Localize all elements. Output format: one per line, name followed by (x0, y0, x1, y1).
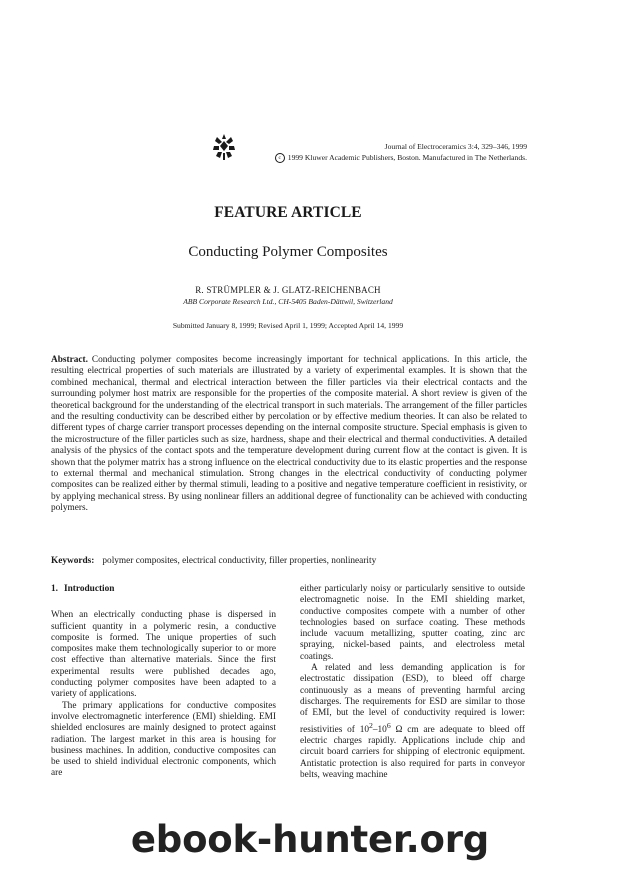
affiliation: ABB Corporate Research Ltd., CH-5405 Baden-Dättwil, Switzerland (183, 297, 393, 306)
keywords (51, 556, 527, 567)
paragraph (300, 663, 525, 781)
submission-history: Submitted January 8, 1999; Revised April 1, 1999; Accepted April 14, 1999 (172, 321, 404, 330)
watermark: ebook-hunter.org (130, 818, 490, 861)
keywords-text: polymer composites, electrical conductivity, filler properties, nonlinearity (102, 556, 377, 566)
section-title: Introduction (63, 584, 115, 594)
article-title: Conducting Polymer Composites (188, 244, 388, 260)
paragraph: either particularly noisy or particularly sensitive to outside electromagnetic noise. In the EMI shielding market, conductive composites compete with a number of other technologies based on surface coating. These methods include vacuum metallizing, sputter coating, zinc arc spraying, nickel-based paints, and electroless metal coatings. (300, 584, 525, 662)
keywords-label: Keywords: (51, 556, 95, 566)
journal-citation (275, 141, 527, 163)
abstract-label: Abstract. (51, 355, 88, 365)
feature-label: FEATURE ARTICLE (214, 204, 362, 221)
authors: R. STRÜMPLER & J. GLATZ-REICHENBACH (195, 285, 381, 295)
paragraph: When an electrically conducting phase is dispersed in sufficient quantity in a polymeric resin, a conductive composite is formed. The unique properties of such composites make them technologically superior to or more cost effective than alternative materials. Since the first experimental results were published decades ago, conducting polymer composites have been adapted to a variety of applications. (51, 610, 276, 700)
exponent: 6 (386, 720, 391, 730)
paragraph: The primary applications for conductive composites involve electromagnetic interference (EMI) shielding. EMI shielded enclosures are mainly designed to protect against radiation. The largest market in this area is housing for business machines. In addition, conductive composites can be used to shield individual electronic components, which are (51, 700, 276, 779)
body-column-left (51, 584, 276, 780)
body-column-right (300, 584, 525, 781)
abstract (51, 355, 527, 515)
copyright-line (275, 152, 527, 163)
paragraph-text: –10 (372, 724, 387, 735)
abstract-text: Conducting polymer composites become increasingly important for technical applications. In this article, the resulting electrical properties of such materials are illustrated by a variety of experimental examples. It is shown that the combined mechanical, thermal and electrical interaction between the filler particles via their electrical contacts and the surrounding polymer host matrix are responsible for the properties of the composite material. A short review is given of the theoretical background for the understanding of the electrical transport in such materials. The arrangement of the filler particles and the resulting conductivity can be described either by percolation or by effective medium theories. It can also be related to different types of charge carrier transport processes depending on the internal composite structure. Special emphasis is given to the microstructure of the filler particles such as size, hardness, shape and their electrical and thermal conductivities. A detailed analysis of the physics of the contact spots and the temperature development during current flow at the contact is given. It is shown that the polymer matrix has a strong influence on the electrical conductivity due to its elastic properties and the response to external thermal and mechanical stimulation. Strong changes in the electrical conductivity of conducting polymer composites can be realized either by thermal stimuli, leading to a positive and negative temperature coefficient in resistivity, or by applying mechanical stress. By using nonlinear fillers an additional degree of functionality can be achieved with conducting polymers. (51, 355, 527, 514)
copyright-icon: c (275, 153, 285, 163)
copyright-text: 1999 Kluwer Academic Publishers, Boston. Manufactured in The Netherlands. (287, 153, 527, 162)
publisher-logo-icon (213, 134, 235, 160)
section-heading (51, 584, 276, 595)
section-number: 1. (51, 584, 58, 594)
paragraph-text: A related and less demanding application is for electrostatic dissipation (ESD), to bleed off charge continuously as a means of preventing harmful arcing discharges. The requirements for ESD are similar to those of EMI, but the level of conductivity required is lower: resistivities of 10 (300, 663, 525, 735)
paragraph-text: Ω cm are adequate to bleed off electric charges rapidly. Applications include chip and circuit board carriers for shipping of electronic equipment. Antistatic protection is also required for parts in conveyor belts, weaving machine (300, 724, 525, 780)
exponent: 2 (369, 720, 373, 730)
journal-line: Journal of Electroceramics 3:4, 329–346, 1999 (384, 142, 527, 151)
